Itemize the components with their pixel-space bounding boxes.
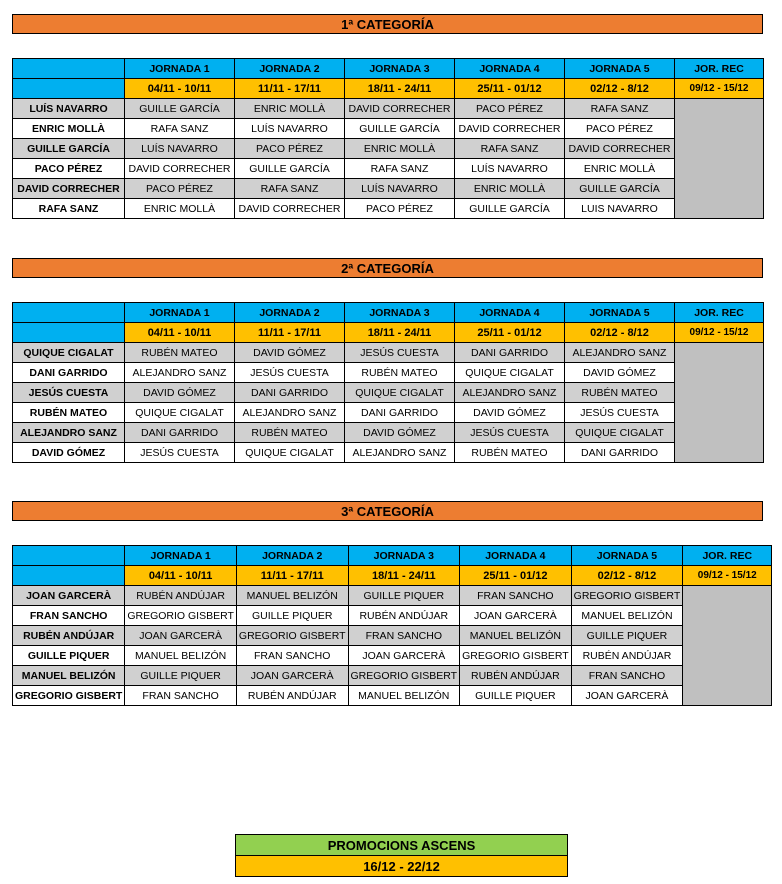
opponent-cell: DANI GARRIDO	[235, 383, 345, 403]
player-name: QUIQUE CIGALAT	[13, 343, 125, 363]
jornada-date: 02/12 - 8/12	[571, 566, 683, 586]
date-row	[13, 79, 764, 99]
opponent-cell: GREGORIO GISBERT	[125, 606, 237, 626]
player-name: DAVID CORRECHER	[13, 179, 125, 199]
opponent-cell: JOAN GARCERÀ	[460, 606, 572, 626]
jornada-header: JORNADA 4	[455, 303, 565, 323]
opponent-cell: QUIQUE CIGALAT	[345, 383, 455, 403]
opponent-cell: JESÚS CUESTA	[235, 363, 345, 383]
opponent-cell: RUBÉN MATEO	[455, 443, 565, 463]
player-name: RUBÉN MATEO	[13, 403, 125, 423]
category-2-title: 2ª CATEGORÍA	[12, 258, 763, 278]
table-row	[13, 626, 772, 646]
opponent-cell: RAFA SANZ	[125, 119, 235, 139]
jornada-header: JORNADA 5	[565, 303, 675, 323]
opponent-cell: GUILLE PIQUER	[348, 586, 460, 606]
opponent-cell: RUBÉN ANDÚJAR	[125, 586, 237, 606]
opponent-cell: GREGORIO GISBERT	[460, 646, 572, 666]
opponent-cell: ENRIC MOLLÀ	[235, 99, 345, 119]
jornada-date: 04/11 - 10/11	[125, 566, 237, 586]
player-name: PACO PÉREZ	[13, 159, 125, 179]
jornada-date: 25/11 - 01/12	[455, 79, 565, 99]
opponent-cell: GREGORIO GISBERT	[571, 586, 683, 606]
opponent-cell: MANUEL BELIZÓN	[571, 606, 683, 626]
opponent-cell: RAFA SANZ	[345, 159, 455, 179]
category-3-title: 3ª CATEGORÍA	[12, 501, 763, 521]
rec-date: 09/12 - 15/12	[675, 323, 764, 343]
opponent-cell: PACO PÉREZ	[125, 179, 235, 199]
opponent-cell: MANUEL BELIZÓN	[236, 586, 348, 606]
player-name: DANI GARRIDO	[13, 363, 125, 383]
rec-empty-cell	[675, 343, 764, 463]
jornada-header: JORNADA 1	[125, 59, 235, 79]
opponent-cell: JOAN GARCERÀ	[125, 626, 237, 646]
table-row	[13, 119, 764, 139]
date-corner	[13, 79, 125, 99]
jornada-header-row	[13, 303, 764, 323]
jornada-date: 18/11 - 24/11	[345, 79, 455, 99]
opponent-cell: ENRIC MOLLÀ	[565, 159, 675, 179]
jornada-date: 25/11 - 01/12	[455, 323, 565, 343]
jornada-date: 02/12 - 8/12	[565, 79, 675, 99]
opponent-cell: JESÚS CUESTA	[455, 423, 565, 443]
date-corner	[13, 323, 125, 343]
opponent-cell: GUILLE GARCÍA	[345, 119, 455, 139]
table-row	[13, 586, 772, 606]
jornada-header-row	[13, 59, 764, 79]
opponent-cell: LUÍS NAVARRO	[345, 179, 455, 199]
opponent-cell: DAVID GÓMEZ	[125, 383, 235, 403]
jornada-header-row	[13, 546, 772, 566]
opponent-cell: ALEJANDRO SANZ	[565, 343, 675, 363]
opponent-cell: GUILLE GARCÍA	[235, 159, 345, 179]
player-name: MANUEL BELIZÓN	[13, 666, 125, 686]
player-name: DAVID GÓMEZ	[13, 443, 125, 463]
opponent-cell: FRAN SANCHO	[236, 646, 348, 666]
player-name: ALEJANDRO SANZ	[13, 423, 125, 443]
table-row	[13, 646, 772, 666]
jornada-date: 02/12 - 8/12	[565, 323, 675, 343]
opponent-cell: JESÚS CUESTA	[345, 343, 455, 363]
opponent-cell: LUÍS NAVARRO	[125, 139, 235, 159]
opponent-cell: PACO PÉREZ	[455, 99, 565, 119]
opponent-cell: QUIQUE CIGALAT	[455, 363, 565, 383]
jornada-date: 11/11 - 17/11	[236, 566, 348, 586]
table-row	[13, 686, 772, 706]
opponent-cell: DAVID CORRECHER	[235, 199, 345, 219]
opponent-cell: GREGORIO GISBERT	[348, 666, 460, 686]
player-name: ENRIC MOLLÀ	[13, 119, 125, 139]
jornada-header: JORNADA 5	[571, 546, 683, 566]
opponent-cell: QUIQUE CIGALAT	[235, 443, 345, 463]
opponent-cell: PACO PÉREZ	[235, 139, 345, 159]
jornada-date: 18/11 - 24/11	[345, 323, 455, 343]
opponent-cell: RUBÉN ANDÚJAR	[571, 646, 683, 666]
opponent-cell: JESÚS CUESTA	[125, 443, 235, 463]
opponent-cell: ENRIC MOLLÀ	[125, 199, 235, 219]
opponent-cell: ENRIC MOLLÀ	[345, 139, 455, 159]
jornada-header: JORNADA 4	[455, 59, 565, 79]
category-2-table	[12, 302, 764, 463]
table-row	[13, 199, 764, 219]
jornada-header: JORNADA 3	[345, 303, 455, 323]
jornada-header: JORNADA 1	[125, 303, 235, 323]
opponent-cell: RAFA SANZ	[455, 139, 565, 159]
opponent-cell: RUBÉN MATEO	[345, 363, 455, 383]
header-corner	[13, 546, 125, 566]
jornada-header: JORNADA 4	[460, 546, 572, 566]
opponent-cell: LUÍS NAVARRO	[235, 119, 345, 139]
rec-date: 09/12 - 15/12	[683, 566, 772, 586]
category-3-table	[12, 545, 772, 706]
opponent-cell: FRAN SANCHO	[125, 686, 237, 706]
jornada-header: JORNADA 5	[565, 59, 675, 79]
opponent-cell: ALEJANDRO SANZ	[455, 383, 565, 403]
opponent-cell: MANUEL BELIZÓN	[460, 626, 572, 646]
jornada-date: 11/11 - 17/11	[235, 323, 345, 343]
opponent-cell: FRAN SANCHO	[348, 626, 460, 646]
opponent-cell: GUILLE PIQUER	[460, 686, 572, 706]
date-row	[13, 566, 772, 586]
opponent-cell: JESÚS CUESTA	[565, 403, 675, 423]
opponent-cell: GUILLE GARCÍA	[455, 199, 565, 219]
player-name: GUILLE GARCÍA	[13, 139, 125, 159]
opponent-cell: DAVID GÓMEZ	[345, 423, 455, 443]
opponent-cell: GUILLE GARCÍA	[565, 179, 675, 199]
opponent-cell: ALEJANDRO SANZ	[345, 443, 455, 463]
jornada-header: JORNADA 3	[345, 59, 455, 79]
jornada-date: 11/11 - 17/11	[235, 79, 345, 99]
player-name: LUÍS NAVARRO	[13, 99, 125, 119]
opponent-cell: FRAN SANCHO	[460, 586, 572, 606]
table-row	[13, 606, 772, 626]
jornada-date: 18/11 - 24/11	[348, 566, 460, 586]
rec-date: 09/12 - 15/12	[675, 79, 764, 99]
opponent-cell: JOAN GARCERÀ	[571, 686, 683, 706]
opponent-cell: GREGORIO GISBERT	[236, 626, 348, 646]
jornada-date: 25/11 - 01/12	[460, 566, 572, 586]
opponent-cell: DANI GARRIDO	[125, 423, 235, 443]
opponent-cell: PACO PÉREZ	[345, 199, 455, 219]
opponent-cell: RUBÉN MATEO	[565, 383, 675, 403]
table-row	[13, 179, 764, 199]
date-row	[13, 323, 764, 343]
opponent-cell: DAVID CORRECHER	[455, 119, 565, 139]
promotion-title: PROMOCIONS ASCENS	[236, 835, 568, 856]
header-corner	[13, 59, 125, 79]
opponent-cell: RUBÉN MATEO	[235, 423, 345, 443]
rec-header: JOR. REC	[675, 59, 764, 79]
table-row	[13, 343, 764, 363]
promotion-date: 16/12 - 22/12	[236, 856, 568, 877]
player-name: GREGORIO GISBERT	[13, 686, 125, 706]
opponent-cell: JOAN GARCERÀ	[236, 666, 348, 686]
rec-header: JOR. REC	[683, 546, 772, 566]
player-name: JOAN GARCERÀ	[13, 586, 125, 606]
jornada-header: JORNADA 3	[348, 546, 460, 566]
table-row	[13, 443, 764, 463]
table-row	[13, 383, 764, 403]
opponent-cell: QUIQUE CIGALAT	[125, 403, 235, 423]
opponent-cell: RUBÉN ANDÚJAR	[348, 606, 460, 626]
opponent-cell: GUILLE PIQUER	[571, 626, 683, 646]
opponent-cell: QUIQUE CIGALAT	[565, 423, 675, 443]
opponent-cell: DANI GARRIDO	[345, 403, 455, 423]
opponent-cell: RUBÉN MATEO	[125, 343, 235, 363]
opponent-cell: DAVID GÓMEZ	[455, 403, 565, 423]
opponent-cell: MANUEL BELIZÓN	[348, 686, 460, 706]
opponent-cell: GUILLE PIQUER	[236, 606, 348, 626]
table-row	[13, 363, 764, 383]
table-row	[13, 403, 764, 423]
opponent-cell: DAVID CORRECHER	[345, 99, 455, 119]
opponent-cell: DANI GARRIDO	[565, 443, 675, 463]
opponent-cell: DAVID CORRECHER	[565, 139, 675, 159]
table-row	[13, 139, 764, 159]
jornada-header: JORNADA 2	[236, 546, 348, 566]
category-1-title: 1ª CATEGORÍA	[12, 14, 763, 34]
table-row	[13, 666, 772, 686]
opponent-cell: DAVID CORRECHER	[125, 159, 235, 179]
player-name: FRAN SANCHO	[13, 606, 125, 626]
date-corner	[13, 566, 125, 586]
jornada-date: 04/11 - 10/11	[125, 79, 235, 99]
opponent-cell: LUIS NAVARRO	[565, 199, 675, 219]
opponent-cell: GUILLE PIQUER	[125, 666, 237, 686]
header-corner	[13, 303, 125, 323]
opponent-cell: JOAN GARCERÀ	[348, 646, 460, 666]
opponent-cell: GUILLE GARCÍA	[125, 99, 235, 119]
jornada-date: 04/11 - 10/11	[125, 323, 235, 343]
opponent-cell: ENRIC MOLLÀ	[455, 179, 565, 199]
rec-header: JOR. REC	[675, 303, 764, 323]
table-row	[13, 159, 764, 179]
jornada-header: JORNADA 1	[125, 546, 237, 566]
opponent-cell: DANI GARRIDO	[455, 343, 565, 363]
category-1-table	[12, 58, 764, 219]
table-row	[13, 423, 764, 443]
jornada-header: JORNADA 2	[235, 303, 345, 323]
opponent-cell: PACO PÉREZ	[565, 119, 675, 139]
rec-empty-cell	[675, 99, 764, 219]
opponent-cell: DAVID GÓMEZ	[235, 343, 345, 363]
opponent-cell: RUBÉN ANDÚJAR	[236, 686, 348, 706]
player-name: RUBÉN ANDÚJAR	[13, 626, 125, 646]
player-name: RAFA SANZ	[13, 199, 125, 219]
opponent-cell: DAVID GÓMEZ	[565, 363, 675, 383]
rec-empty-cell	[683, 586, 772, 706]
player-name: JESÚS CUESTA	[13, 383, 125, 403]
opponent-cell: ALEJANDRO SANZ	[235, 403, 345, 423]
opponent-cell: MANUEL BELIZÓN	[125, 646, 237, 666]
opponent-cell: RAFA SANZ	[235, 179, 345, 199]
opponent-cell: RAFA SANZ	[565, 99, 675, 119]
table-row	[13, 99, 764, 119]
player-name: GUILLE PIQUER	[13, 646, 125, 666]
opponent-cell: LUÍS NAVARRO	[455, 159, 565, 179]
opponent-cell: RUBÉN ANDÚJAR	[460, 666, 572, 686]
opponent-cell: FRAN SANCHO	[571, 666, 683, 686]
jornada-header: JORNADA 2	[235, 59, 345, 79]
promotion-table	[235, 834, 568, 877]
opponent-cell: ALEJANDRO SANZ	[125, 363, 235, 383]
